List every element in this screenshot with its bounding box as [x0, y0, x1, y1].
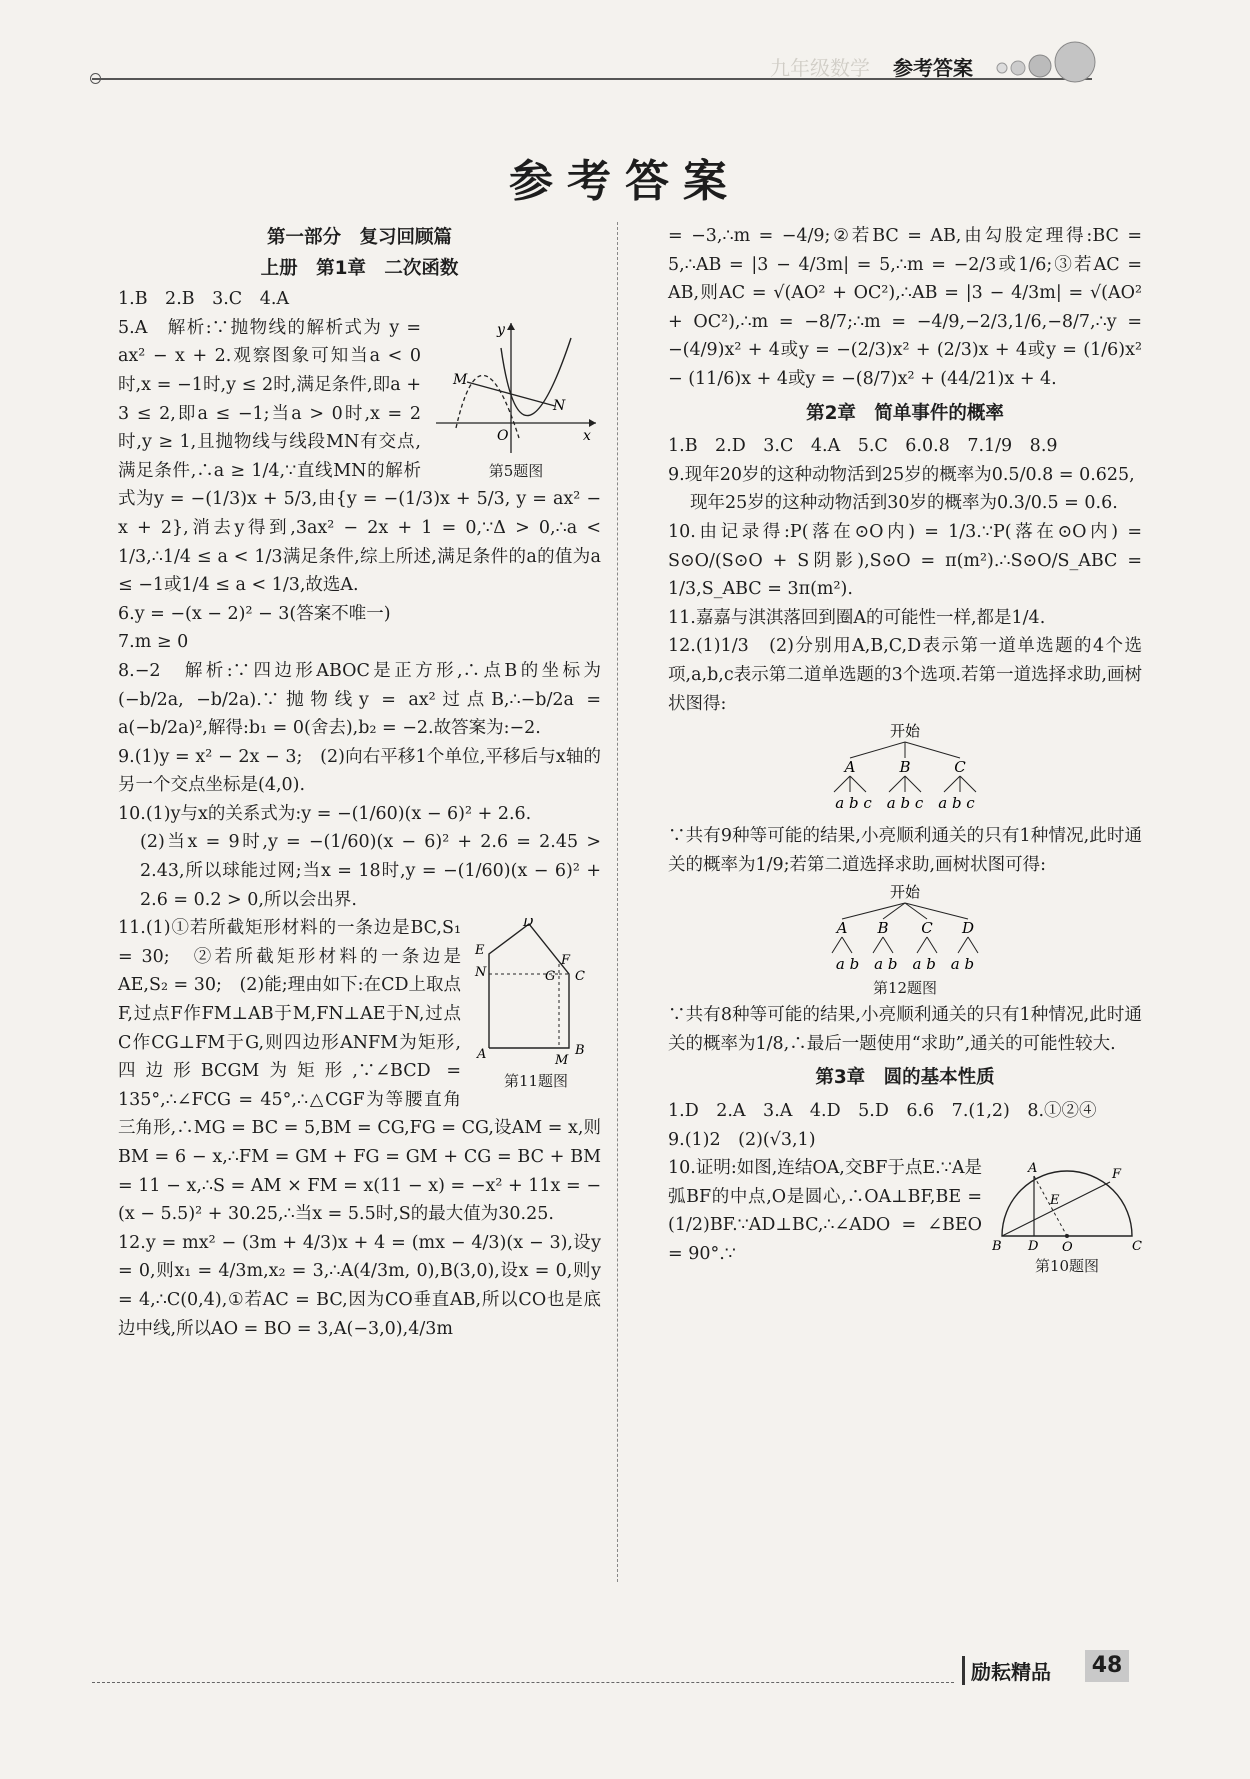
- answer-10-1: 10.(1)y与x的关系式为:y = −(1/60)(x − 6)² + 2.6.: [118, 803, 532, 824]
- left-column: [118, 222, 601, 1343]
- svg-text:D: D: [1028, 1239, 1039, 1254]
- figure-11-caption: 第11题图: [503, 1072, 569, 1091]
- right-column: [668, 222, 1142, 1279]
- page-title: 参考答案: [509, 156, 741, 207]
- answer-12-continued: = −3,∴m = −4/9;②若BC = AB,由勾股定理得:BC = 5,∴AB = |3 − 4/3m| = 5,∴m = −2/3或1/6;③若AC = AB,则AC = √(AO² + OC²),∴AB = |3 − 4/3m| = √(AO² + OC²),∴m = −8/7;∴m = −4/9,−2/3,1/6,−8/7,∴y = −(4/9)x² + 4或y = −(2/3)x² + (2/3)x + 4或y = (1/6)x² − (11/6)x + 4或y = −(8/7)x² + (44/21)x + 4.: [668, 226, 1142, 389]
- header-ghost-text: 九年级数学: [770, 56, 870, 80]
- svg-text:N: N: [475, 965, 487, 981]
- tree-diagram-1: [668, 722, 1142, 818]
- footer-brand: 励耘精品: [962, 1656, 1051, 1685]
- svg-text:O: O: [497, 427, 509, 444]
- answer-3-10: 10.证明:如图,连结OA,交BF于点E.∵A是弧BF的中点,O是圆心,∴OA⊥BF,BE = (1/2)BF.∵AD⊥BC,∴∠ADO = ∠BEO = 90°.∵: [668, 1158, 982, 1265]
- answer-2-11: 11.嘉嘉与淇淇落回到圈A的可能性一样,都是1/4.: [668, 607, 1046, 628]
- svg-text:M: M: [555, 1053, 569, 1069]
- figure-5-caption: 第5题图: [488, 461, 544, 480]
- svg-text:M: M: [453, 371, 468, 388]
- answer-5: 5.A 解析:∵抛物线的解析式为 y = ax² − x + 2.观察图象可知当a < 0时,x = −1时,y ≤ 2时,满足条件,即a + 3 ≤ 2,即a ≤ −1;当a > 0时,x = 2时,y ≥ 1,且抛物线与线段MN有交点,满足条件,∴a ≥ 1/4,∵直线MN的解析式为y = −(1/3)x + 5/3,由{y = −(1/3)x + 5/3, y = ax² − x + 2},消去y得到,3ax² − 2x + 1 = 0,∵Δ > 0,∴a < 1/3,∴1/4 ≤ a < 1/3满足条件,综上所述,满足条件的a的值为a ≤ −1或1/4 ≤ a < 1/3,故选A.: [118, 317, 601, 596]
- svg-text:y: y: [497, 321, 505, 338]
- answer-2-9a: 9.现年20岁的这种动物活到25岁的概率为0.5/0.8 = 0.625,: [668, 464, 1135, 485]
- svg-text:G: G: [545, 969, 556, 985]
- figure-10-caption: 第10题图: [1034, 1257, 1100, 1276]
- footer-rule: [92, 1682, 954, 1683]
- answer-11: 11.(1)①若所截矩形材料的一条边是BC,S₁ = 30; ②若所截矩形材料的一条边是AE,S₂ = 30; (2)能;理由如下:在CD上取点F,过点F作FM⊥AB于M,FN⊥AE于N,过点C作CG⊥FM于G,则四边形ANFM为矩形,四边形BCGM为矩形,∵∠BCD = 135°,∴∠FCG = 45°,∴△CGF为等腰直角三角形,∴MG = BC = 5,BM = CG,FG = CG,设AM = x,则BM = 6 − x,∴FM = GM + FG = GM + CG = BC + BM = 11 − x,∴S = AM × FM = x(11 − x) = −x² + 11x = −(x − 5.5)² + 30.25,∴当x = 5.5时,S的最大值为30.25.: [118, 918, 601, 1225]
- svg-text:B: B: [992, 1239, 1002, 1254]
- figure-11: [471, 918, 601, 1090]
- answer-2-12c: ∵共有8种等可能的结果,小亮顺利通关的只有1种情况,此时通关的概率为1/8,∴最后一题使用“求助”,通关的可能性较大.: [668, 1005, 1142, 1054]
- answer-2-10: 10.由记录得:P(落在⊙O内) = 1/3.∵P(落在⊙O内) = S⊙O/(S⊙O + S阴影),S⊙O = π(m²).∴S⊙O/S_ABC = 1/3,S_ABC = 3π(m²).: [668, 521, 1142, 600]
- header-decoration-circles: [990, 38, 1130, 88]
- tree2-node-b: B: [877, 919, 889, 938]
- part-heading: 第一部分 复习回顾篇: [266, 227, 452, 248]
- tree2-node-d: D: [961, 919, 975, 938]
- svg-text:E: E: [475, 943, 485, 959]
- svg-text:C: C: [575, 969, 585, 985]
- chapter1-heading: 上册 第1章 二次函数: [260, 257, 459, 279]
- page-number: 48: [1085, 1650, 1129, 1682]
- chapter2-heading: 第2章 简单事件的概率: [806, 402, 1004, 424]
- answer-2-12a: 12.(1)1/3 (2)分别用A,B,C,D表示第一道单选题的4个选项,a,b,c表示第二道单选题的3个选项.若第一道选择求助,画树状图得:: [668, 636, 1142, 714]
- svg-text:C: C: [1132, 1239, 1142, 1254]
- semicircle-diagram: [992, 1158, 1142, 1253]
- answer-6: 6.y = −(x − 2)² − 3(答案不唯一): [118, 603, 391, 624]
- svg-text:F: F: [561, 953, 571, 969]
- tree2-node-a: A: [836, 919, 848, 938]
- answer-3-9: 9.(1)2 (2)(√3,1): [668, 1129, 816, 1150]
- svg-text:A: A: [477, 1047, 487, 1063]
- svg-text:B: B: [575, 1043, 585, 1059]
- figure-5: [431, 318, 601, 480]
- tree-diagram-2: [668, 883, 1142, 997]
- tree1-node-b: B: [899, 758, 911, 777]
- tree2-start: 开始: [889, 883, 921, 902]
- answer-8: 8.−2 解析:∵四边形ABOC是正方形,∴点B的坐标为(−b/2a, −b/2a).∵抛物线y = ax²过点B,∴−b/2a = a(−b/2a)²,解得:b₁ = 0(舍去),b₂ = −2.故答案为:−2.: [118, 660, 601, 739]
- svg-text:N: N: [553, 397, 566, 414]
- answer-12: 12.y = mx² − (3m + 4/3)x + 4 = (mx − 4/3)(x − 3),设y = 0,则x₁ = 4/3m,x₂ = 3,∴A(4/3m, 0),B(3,0),设x = 0,则y = 4,∴C(0,4),①若AC = BC,因为CO垂直AB,所以CO也是底边中线,所以AO = BO = 3,A(−3,0),4/3m: [118, 1232, 601, 1339]
- svg-text:E: E: [1050, 1193, 1060, 1209]
- svg-text:O: O: [1062, 1240, 1073, 1254]
- answer-2-12b: ∵共有9种等可能的结果,小亮顺利通关的只有1种情况,此时通关的概率为1/9;若第二道选择求助,画树状图可得:: [668, 826, 1142, 875]
- answer-3-1-8: 1.D 2.A 3.A 4.D 5.D 6.6 7.(1,2) 8.①②④: [668, 1101, 1097, 1122]
- answer-2-9b: 现年25岁的这种动物活到30岁的概率为0.3/0.5 = 0.6.: [690, 493, 1118, 514]
- chapter3-heading: 第3章 圆的基本性质: [815, 1067, 995, 1089]
- figure-10: [992, 1158, 1142, 1275]
- answer-2-1-8: 1.B 2.D 3.C 4.A 5.C 6.0.8 7.1/9 8.9: [668, 436, 1058, 457]
- tree1-start: 开始: [889, 722, 921, 741]
- header-label: 参考答案: [893, 56, 973, 80]
- tree1-node-a: A: [844, 758, 856, 777]
- answer-10-2: (2)当x = 9时,y = −(1/60)(x − 6)² + 2.6 = 2.45 > 2.43,所以球能过网;当x = 18时,y = −(1/60)(x − 6)² + 2.6 = 0.2 > 0,所以会出界.: [140, 832, 601, 910]
- svg-text:x: x: [583, 427, 591, 444]
- tree1-node-c: C: [954, 758, 966, 777]
- tree2-leaves: a b a b a b a b: [835, 955, 975, 974]
- column-divider: [617, 222, 618, 1582]
- answer-9: 9.(1)y = x² − 2x − 3; (2)向右平移1个单位,平移后与x轴的另一个交点坐标是(4,0).: [118, 746, 601, 796]
- tree1-leaves: a b c a b c a b c: [835, 794, 975, 813]
- parabola-diagram: [431, 318, 601, 458]
- pentagon-diagram: [471, 918, 601, 1068]
- answer-1-4: 1.B 2.B 3.C 4.A: [118, 289, 290, 310]
- figure-12-caption: 第12题图: [872, 979, 938, 998]
- svg-text:D: D: [523, 918, 534, 931]
- tree2-node-c: C: [921, 919, 933, 938]
- answer-7: 7.m ≥ 0: [118, 632, 189, 653]
- svg-text:F: F: [1112, 1167, 1122, 1183]
- svg-text:A: A: [1028, 1161, 1038, 1177]
